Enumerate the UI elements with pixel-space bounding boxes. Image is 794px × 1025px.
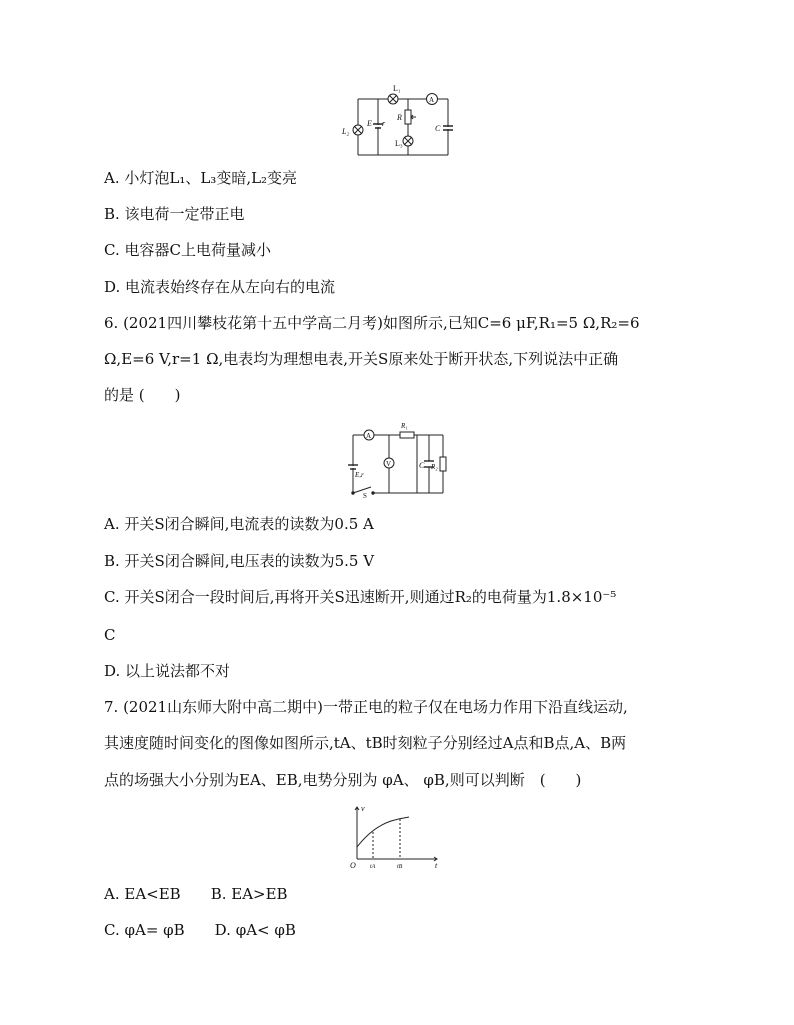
label-L3: L₃ [395,139,403,148]
q7-options-row-1: A. EA<EB B. EA>EB [104,885,288,903]
label-r: r [382,119,386,128]
q7-stem-line-2: 其速度随时间变化的图像如图所示,tA、tB时刻粒子分别经过A点和B点,A、B两 [104,734,627,752]
q6-option-c: C. 开关S闭合一段时间后,再将开关S迅速断开,则通过R₂的电荷量为1.8×10⁻⁵ [104,588,617,606]
q5-circuit-diagram [340,84,458,160]
q5-option-a: A. 小灯泡L₁、L₃变暗,L₂变亮 [104,169,298,187]
label-C: C [435,124,441,133]
label-Er: E,r [355,471,364,479]
label-A: A [429,96,435,104]
q6-option-a: A. 开关S闭合瞬间,电流表的读数为0.5 A [104,515,374,533]
label-R1: R₁ [401,422,408,430]
q7-options-row-2: C. φA= φB D. φA< φB [104,921,296,939]
q7-stem-line-3: 点的场强大小分别为EA、EB,电势分别为 φA、 φB,则可以判断 ( ) [104,771,582,789]
tick-label-tB: tB [397,864,403,870]
tick-label-tA: tA [370,864,376,870]
q5-option-c: C. 电容器C上电荷量减小 [104,241,271,259]
q6-option-b: B. 开关S闭合瞬间,电压表的读数为5.5 V [104,552,375,570]
label-E: E [367,119,372,128]
label-R2: R₂ [431,463,438,471]
q5-option-d: D. 电流表始终存在从左向右的电流 [104,278,336,296]
label-L2: L₂ [342,127,350,136]
q6-circuit-diagram [345,418,451,498]
q6-option-d: D. 以上说法都不对 [104,662,231,680]
axis-label-t: t [435,861,438,870]
label-ammeter: A [366,432,372,440]
label-C: C [419,461,425,470]
q7-stem-line-1: 7. (2021山东师大附中高二期中)一带正电的粒子仅在电场力作用下沿直线运动, [104,698,628,716]
q7-velocity-time-graph [345,802,445,872]
axis-label-v: v [361,804,365,813]
q6-stem-line-1: 6. (2021四川攀枝花第十五中学高二月考)如图所示,已知C=6 μF,R₁=5 Ω,R₂=6 [104,314,640,332]
q6-stem-line-3: 的是 ( ) [104,386,181,404]
label-S: S [363,492,367,498]
q6-stem-line-2: Ω,E=6 V,r=1 Ω,电表均为理想电表,开关S原来处于断开状态,下列说法中正确 [104,350,619,368]
origin-label: O [350,861,356,870]
q6-option-c-continued: C [104,626,116,644]
q5-option-b: B. 该电荷一定带正电 [104,205,245,223]
label-voltmeter: V [386,460,392,468]
label-R: R [397,113,402,122]
label-L1: L₁ [393,84,401,93]
